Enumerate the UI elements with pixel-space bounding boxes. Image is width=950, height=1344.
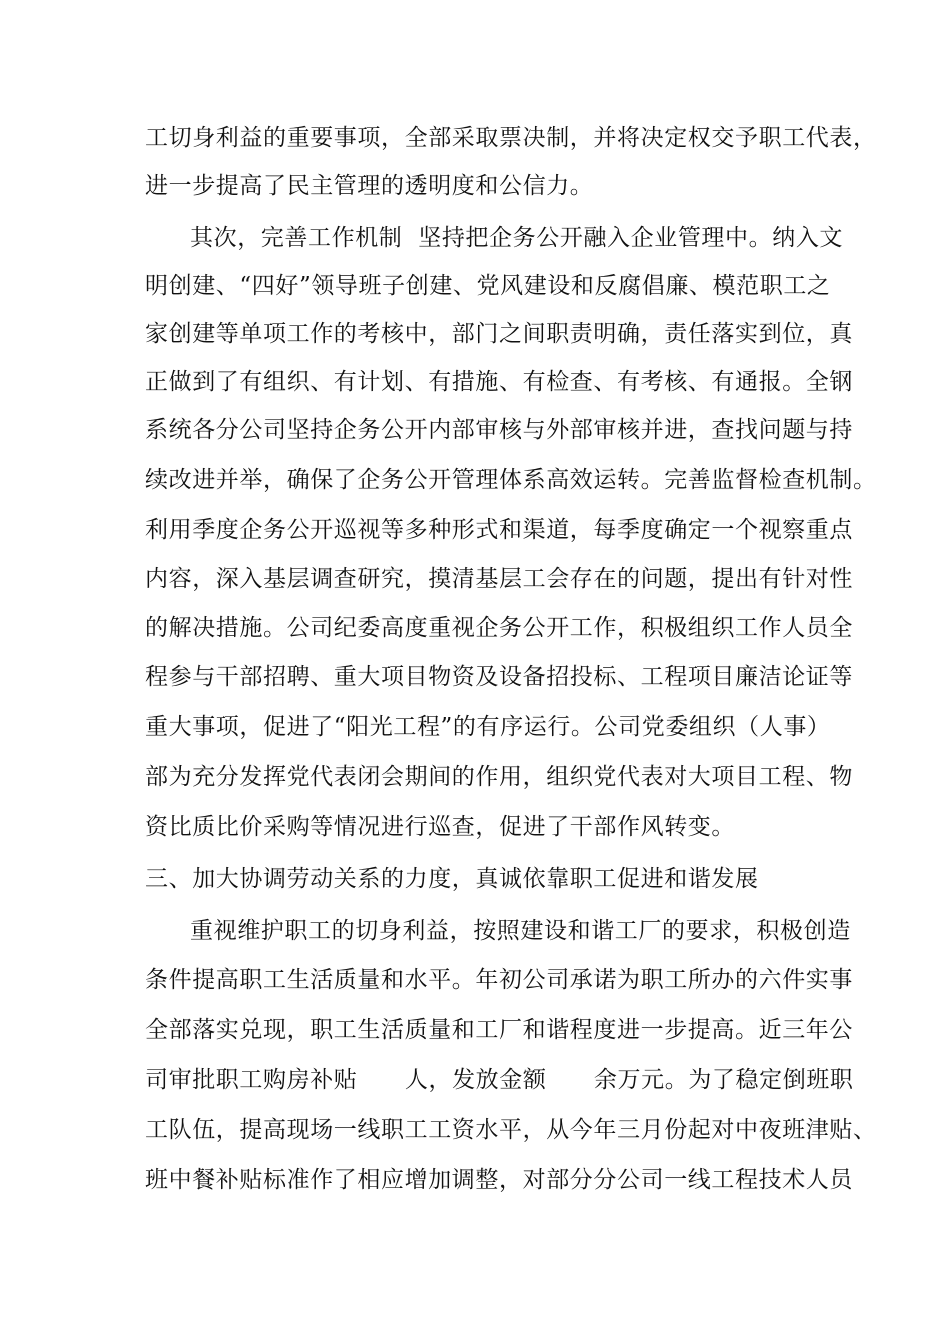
- text-line: 家创建等单项工作的考核中，部门之间职责明确，责任落实到位，真: [145, 321, 853, 347]
- text-line: 部为充分发挥党代表闭会期间的作用，组织党代表对大项目工程、物: [145, 764, 853, 790]
- text-line: 正做到了有组织、有计划、有措施、有检查、有考核、有通报。全钢: [145, 369, 853, 395]
- text-line: 续改进并举，确保了企务公开管理体系高效运转。完善监督检查机制。: [145, 467, 877, 493]
- text-line: 资比质比价采购等情况进行巡查，促进了干部作风转变。: [145, 814, 735, 840]
- text-line: 重大事项，促进了“阳光工程”的有序运行。公司党委组织（人事）: [145, 714, 831, 740]
- text-line: 工切身利益的重要事项，全部采取票决制，并将决定权交予职工代表，: [145, 125, 877, 151]
- text-line: 条件提高职工生活质量和水平。年初公司承诺为职工所办的六件实事: [145, 967, 853, 993]
- text-line: 系统各分公司坚持企务公开内部审核与外部审核并进，查找问题与持: [145, 417, 853, 443]
- text-line: 利用季度企务公开巡视等多种形式和渠道，每季度确定一个视察重点: [145, 517, 853, 543]
- text-line: 全部落实兑现，职工生活质量和工厂和谐程度进一步提高。近三年公: [145, 1017, 853, 1043]
- text-line: 程参与干部招聘、重大项目物资及设备招投标、工程项目廉洁论证等: [145, 664, 853, 690]
- section-heading: 三、加大协调劳动关系的力度，真诚依靠职工促进和谐发展: [145, 866, 759, 892]
- text-line: 进一步提高了民主管理的透明度和公信力。: [145, 173, 594, 199]
- text-line: 司审批职工购房补贴 人，发放金额 余万元。为了稳定倒班职: [145, 1067, 854, 1093]
- text-line: 工队伍，提高现场一线职工工资水平，从今年三月份起对中夜班津贴、: [145, 1117, 877, 1143]
- paragraph-first-line: 其次，完善工作机制 坚持把企务公开融入企业管理中。纳入文: [190, 225, 844, 251]
- text-line: 明创建、“四好”领导班子创建、党风建设和反腐倡廉、模范职工之: [145, 273, 831, 299]
- text-line: 班中餐补贴标准作了相应增加调整，对部分分公司一线工程技术人员: [145, 1167, 853, 1193]
- text-line: 的解决措施。公司纪委高度重视企务公开工作，积极组织工作人员全: [145, 615, 853, 641]
- paragraph-first-line: 重视维护职工的切身利益，按照建设和谐工厂的要求，积极创造: [190, 918, 851, 944]
- text-line: 内容，深入基层调查研究，摸清基层工会存在的问题，提出有针对性: [145, 566, 853, 592]
